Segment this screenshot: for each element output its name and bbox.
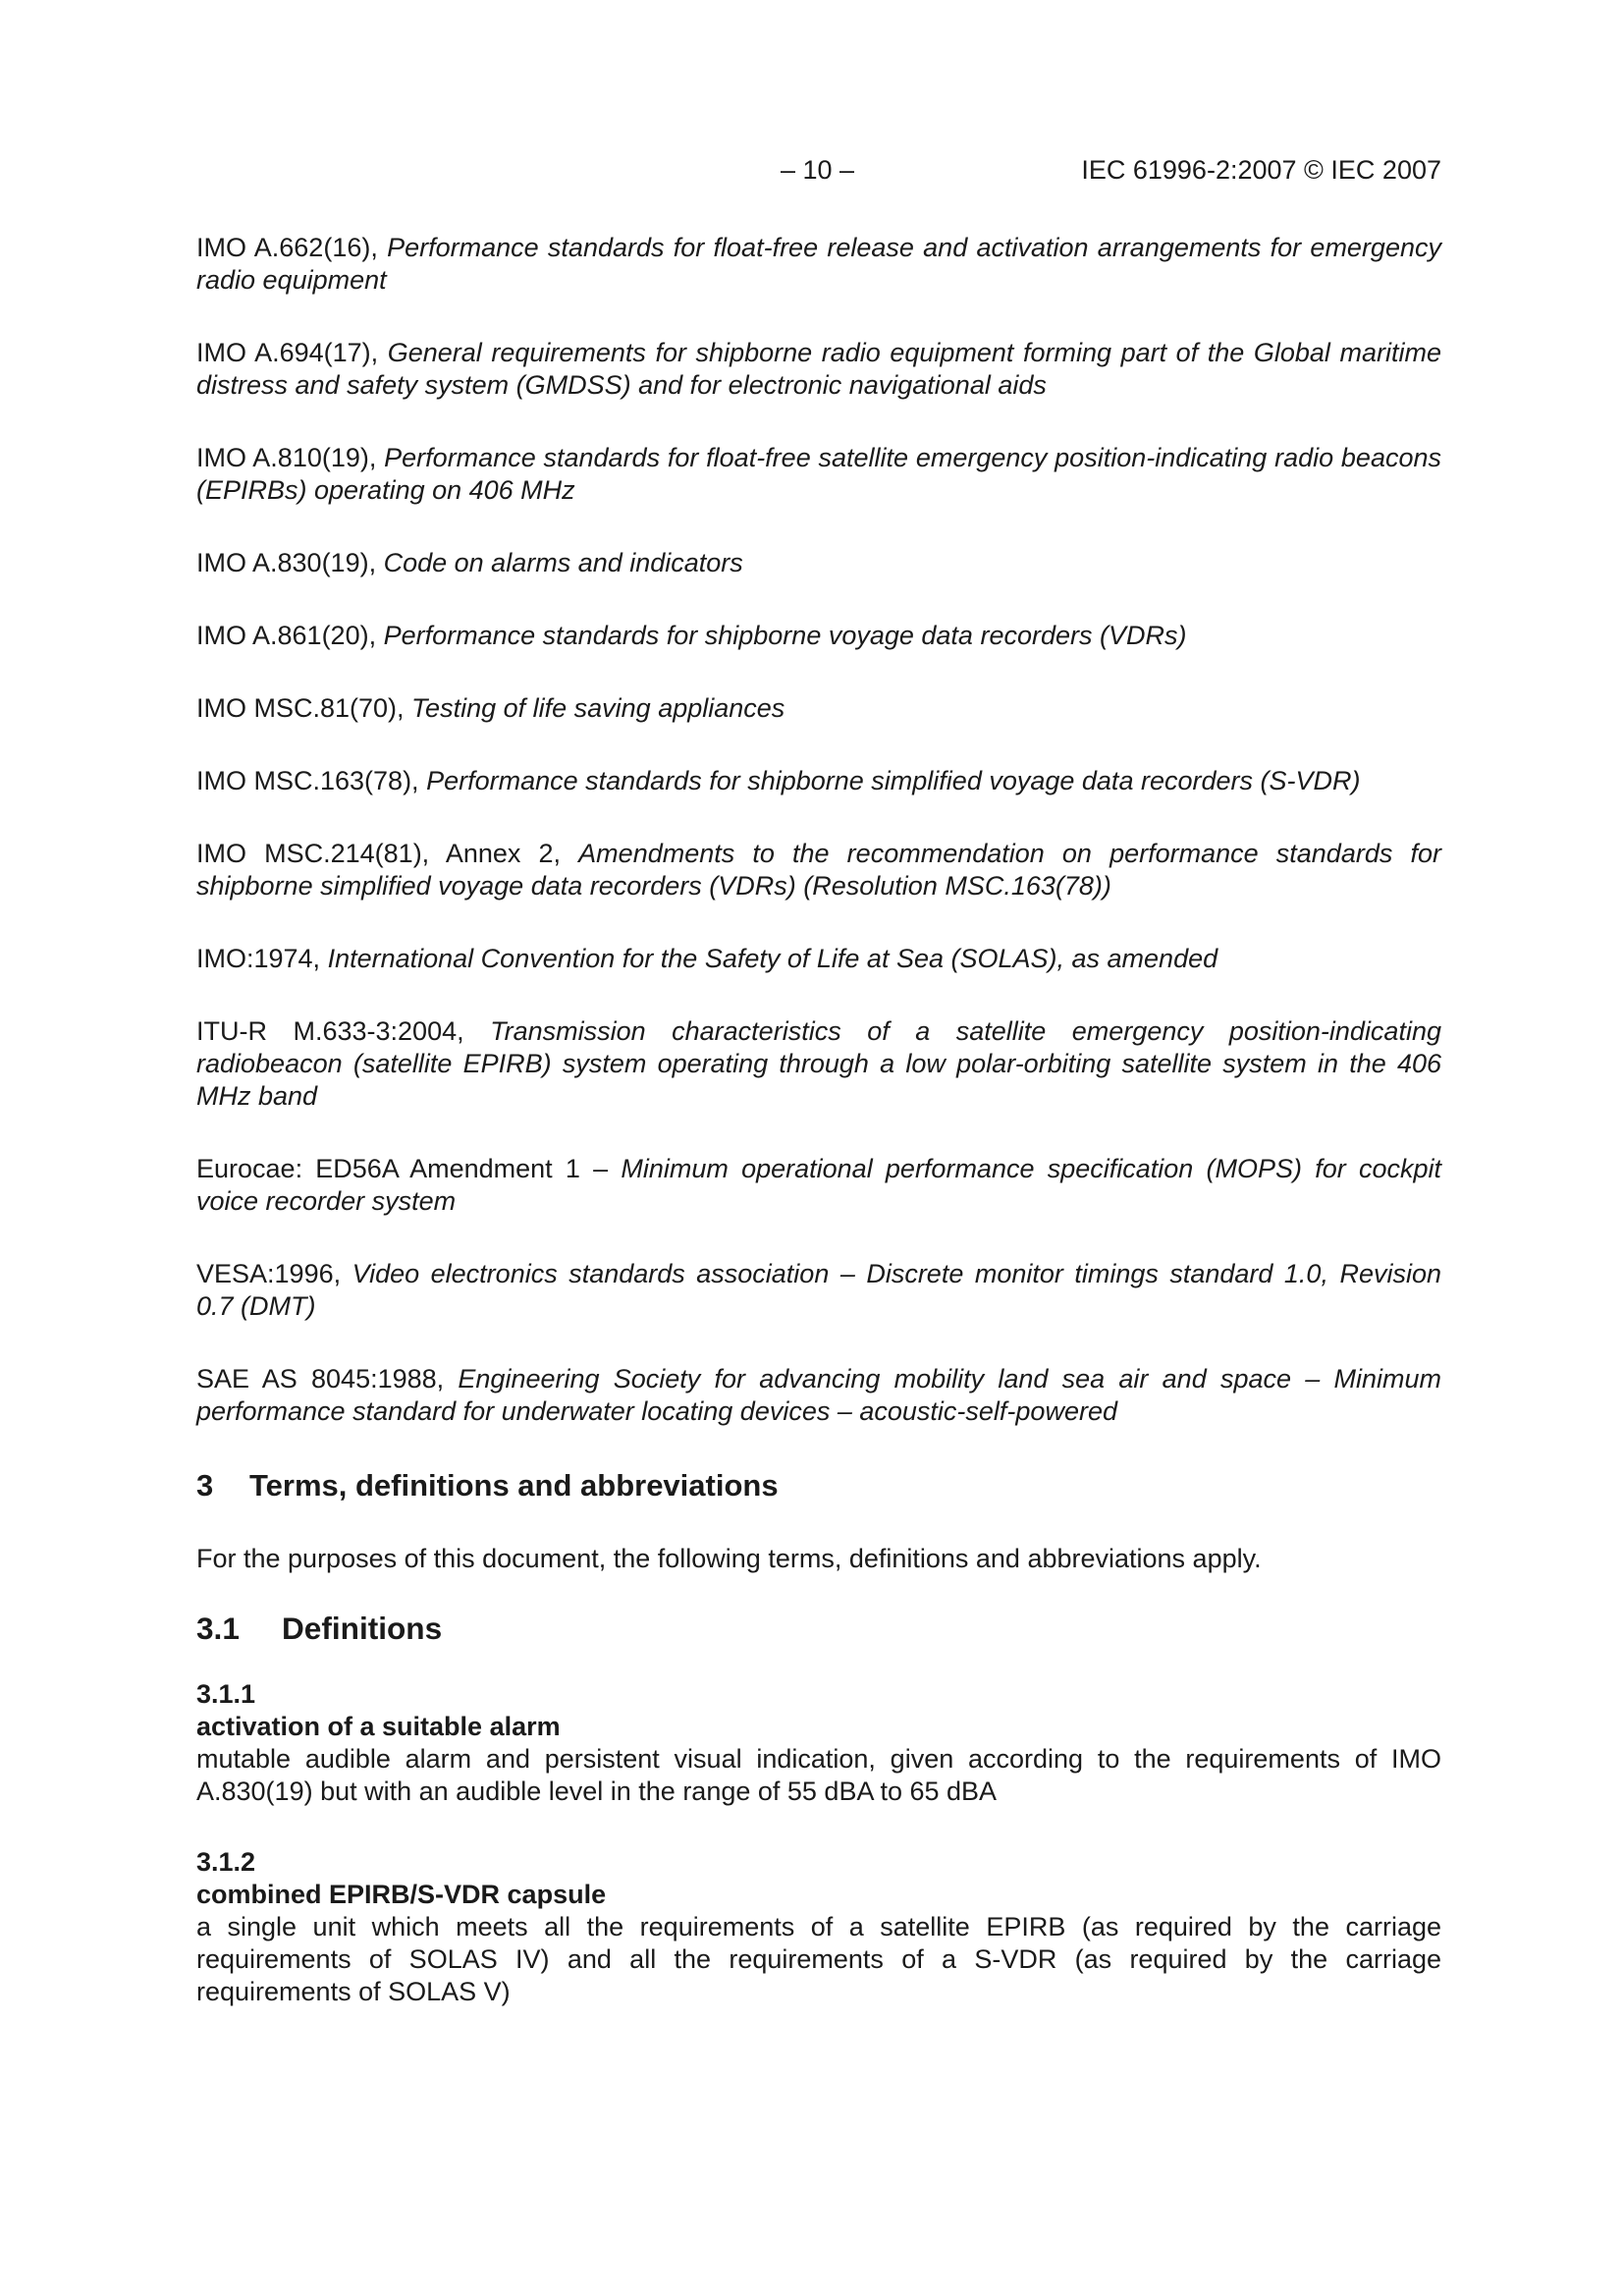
definition-entry [196, 1678, 1441, 1808]
reference-title: Performance standards for shipborne simplified voyage data recorders (S-VDR) [426, 766, 1361, 795]
reference-item [196, 1015, 1441, 1113]
reference-prefix: IMO A.810(19), [196, 443, 385, 472]
page-content [196, 232, 1441, 2047]
reference-prefix: IMO A.694(17), [196, 338, 388, 367]
section-heading [196, 1468, 1441, 1503]
reference-title: Amendments to the recommendation on performance standards for shipborne simplified voyage data recorders (VDRs) (Resolution MSC.163(78)) [196, 839, 1441, 901]
standard-identifier: IEC 61996-2:2007 © IEC 2007 [1081, 155, 1441, 185]
definition-entry [196, 1846, 1441, 2008]
reference-prefix: IMO A.861(20), [196, 621, 384, 650]
reference-item [196, 232, 1441, 297]
section-number: 3 [196, 1468, 214, 1503]
reference-title: Testing of life saving appliances [411, 693, 785, 723]
reference-item [196, 442, 1441, 507]
page-number: – 10 – [781, 155, 855, 185]
definition-term: activation of a suitable alarm [196, 1712, 561, 1741]
reference-title: General requirements for shipborne radio equipment forming part of the Global maritime distress and safety system (GMDSS) and for electronic navigational aids [196, 338, 1441, 400]
reference-prefix: ITU-R M.633-3:2004, [196, 1016, 491, 1046]
reference-prefix: IMO MSC.214(81), Annex 2, [196, 839, 579, 868]
reference-prefix: IMO A.830(19), [196, 548, 384, 577]
reference-prefix: Eurocae: ED56A Amendment 1 – [196, 1154, 622, 1183]
page-header [196, 155, 1441, 194]
reference-item [196, 838, 1441, 902]
reference-prefix: IMO MSC.163(78), [196, 766, 427, 795]
reference-item [196, 1153, 1441, 1218]
reference-title: Transmission characteristics of a satellite emergency position-indicating radiobeacon (satellite EPIRB) system operating through a low polar-orbiting satellite system in the 406 MHz band [196, 1016, 1441, 1111]
reference-prefix: VESA:1996, [196, 1259, 352, 1288]
reference-title: International Convention for the Safety of Life at Sea (SOLAS), as amended [327, 944, 1218, 973]
reference-title: Engineering Society for advancing mobility land sea air and space – Minimum performance standard for underwater locating devices – acoustic-self-powered [196, 1364, 1441, 1426]
subsection-title: Definitions [282, 1611, 443, 1646]
definition-term: combined EPIRB/S-VDR capsule [196, 1880, 607, 1909]
reference-item [196, 547, 1441, 579]
reference-title: Minimum operational performance specification (MOPS) for cockpit voice recorder system [196, 1154, 1441, 1216]
reference-title: Performance standards for float-free satellite emergency position-indicating radio beacons (EPIRBs) operating on 406 MHz [196, 443, 1441, 505]
reference-prefix: IMO A.662(16), [196, 233, 388, 262]
reference-item [196, 337, 1441, 402]
reference-item [196, 1363, 1441, 1428]
reference-title: Video electronics standards association – Discrete monitor timings standard 1.0, Revision 0.7 (DMT) [196, 1259, 1441, 1321]
section-title: Terms, definitions and abbreviations [249, 1468, 779, 1503]
reference-list [196, 232, 1441, 1428]
definition-number: 3.1.1 [196, 1679, 256, 1709]
reference-item [196, 765, 1441, 797]
definition-text: a single unit which meets all the requirements of a satellite EPIRB (as required by the carriage requirements of SOLAS IV) and all the requirements of a S-VDR (as required by the carriage requirements of SOLAS V) [196, 1912, 1441, 2006]
reference-title: Performance standards for float-free release and activation arrangements for emergency radio equipment [196, 233, 1441, 295]
definition-text: mutable audible alarm and persistent visual indication, given according to the requirements of IMO A.830(19) but with an audible level in the range of 55 dBA to 65 dBA [196, 1744, 1441, 1806]
definition-number: 3.1.2 [196, 1847, 256, 1877]
reference-prefix: IMO MSC.81(70), [196, 693, 412, 723]
reference-prefix: IMO:1974, [196, 944, 328, 973]
reference-title: Code on alarms and indicators [383, 548, 743, 577]
reference-prefix: SAE AS 8045:1988, [196, 1364, 459, 1394]
reference-item [196, 943, 1441, 975]
subsection-heading [196, 1613, 1441, 1645]
reference-item [196, 692, 1441, 725]
reference-item [196, 1258, 1441, 1323]
subsection-number: 3.1 [196, 1611, 240, 1646]
section-intro: For the purposes of this document, the following terms, definitions and abbreviations apply. [196, 1544, 1262, 1573]
reference-title: Performance standards for shipborne voyage data recorders (VDRs) [383, 621, 1187, 650]
reference-item [196, 620, 1441, 652]
